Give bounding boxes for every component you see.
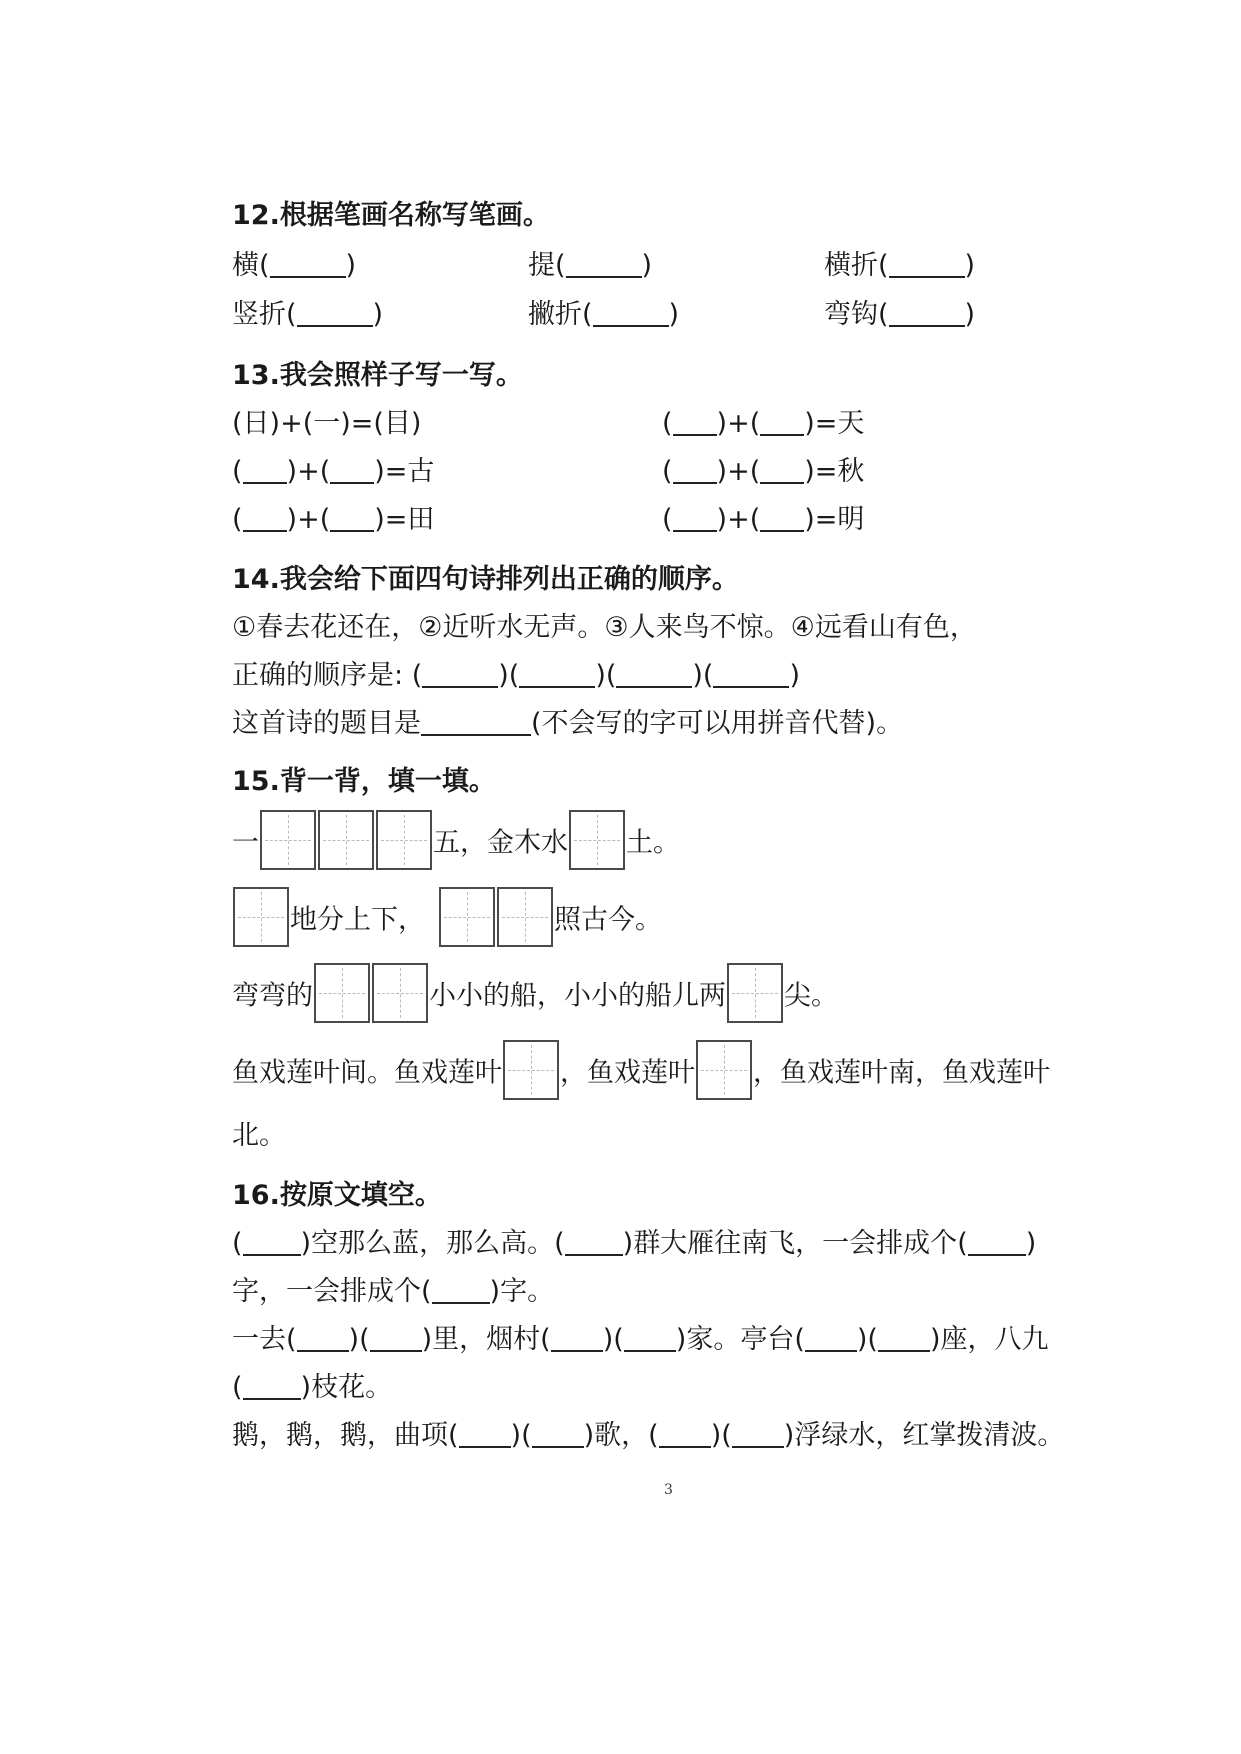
equation: ( )+( )=田 — [232, 504, 435, 535]
answer-blank[interactable] — [760, 454, 804, 484]
answer-blank[interactable] — [432, 1274, 490, 1304]
char-grid-box[interactable] — [376, 810, 432, 870]
char-grid-box[interactable] — [569, 810, 625, 870]
stroke-item: 提( ) — [528, 250, 653, 281]
page-number: 3 — [664, 1482, 673, 1498]
answer-blank[interactable] — [673, 454, 717, 484]
answer-blank[interactable] — [566, 248, 642, 278]
char-grid-box[interactable] — [233, 887, 289, 947]
q14-poem-lines: ①春去花还在，②近听水无声。③人来鸟不惊。④远看山有色， — [232, 612, 977, 643]
answer-blank[interactable] — [616, 658, 692, 688]
answer-blank[interactable] — [243, 1370, 301, 1400]
q15-line-5: 北。 — [232, 1120, 286, 1151]
q16-sentence-1: ( )空那么蓝，那么高。( )群大雁往南飞，一会排成个( ) — [232, 1228, 1037, 1259]
char-grid-box[interactable] — [318, 810, 374, 870]
char-grid-box[interactable] — [260, 810, 316, 870]
char-grid-box[interactable] — [439, 887, 495, 947]
answer-blank[interactable] — [243, 454, 287, 484]
answer-blank[interactable] — [519, 658, 595, 688]
stroke-item: 竖折( ) — [232, 299, 384, 330]
q13-heading: 13.我会照样子写一写。 — [232, 360, 523, 391]
answer-blank[interactable] — [330, 454, 374, 484]
answer-blank[interactable] — [532, 1418, 584, 1448]
answer-blank[interactable] — [878, 1322, 930, 1352]
q16-sentence-3: 一去( )( )里，烟村( )( )家。亭台( )( )座，八九 — [232, 1324, 1049, 1355]
q15-line-2: 地分上下， 照古今。 — [232, 887, 662, 947]
q15-line-1: 一 五，金木水 土。 — [232, 810, 680, 870]
answer-blank[interactable] — [593, 297, 669, 327]
answer-blank[interactable] — [243, 1226, 301, 1256]
equation: ( )+( )=明 — [662, 504, 865, 535]
answer-blank[interactable] — [297, 297, 373, 327]
q12-heading: 12.根据笔画名称写笔画。 — [232, 200, 550, 231]
stroke-item: 横折( ) — [824, 250, 976, 281]
stroke-item: 横( ) — [232, 250, 357, 281]
example-equation: (日)+(一)=(目) — [232, 408, 422, 439]
char-grid-box[interactable] — [497, 887, 553, 947]
answer-blank[interactable] — [673, 406, 717, 436]
answer-blank[interactable] — [713, 658, 789, 688]
char-grid-box[interactable] — [727, 963, 783, 1023]
answer-blank[interactable] — [968, 1226, 1026, 1256]
answer-blank[interactable] — [624, 1322, 676, 1352]
equation: ( )+( )=秋 — [662, 456, 865, 487]
char-grid-box[interactable] — [696, 1040, 752, 1100]
answer-blank[interactable] — [889, 297, 965, 327]
stroke-item: 撇折( ) — [528, 299, 680, 330]
q16-sentence-2: 字，一会排成个( )字。 — [232, 1276, 555, 1307]
q16-heading: 16.按原文填空。 — [232, 1180, 442, 1211]
answer-blank[interactable] — [297, 1322, 349, 1352]
answer-blank[interactable] — [421, 706, 531, 736]
answer-blank[interactable] — [805, 1322, 857, 1352]
answer-blank[interactable] — [659, 1418, 711, 1448]
stroke-item: 弯钩( ) — [824, 299, 976, 330]
equation: ( )+( )=古 — [232, 456, 435, 487]
q16-sentence-5: 鹅，鹅，鹅，曲项( )( )歌，( )( )浮绿水，红掌拨清波。 — [232, 1420, 1065, 1451]
answer-blank[interactable] — [760, 406, 804, 436]
answer-blank[interactable] — [422, 658, 498, 688]
equation: ( )+( )=天 — [662, 408, 865, 439]
q15-line-3: 弯弯的 小小的船，小小的船儿两 尖。 — [232, 963, 838, 1023]
char-grid-box[interactable] — [372, 963, 428, 1023]
q14-title-row: 这首诗的题目是 (不会写的字可以用拼音代替)。 — [232, 708, 904, 739]
q14-heading: 14.我会给下面四句诗排列出正确的顺序。 — [232, 564, 739, 595]
char-grid-box[interactable] — [314, 963, 370, 1023]
answer-blank[interactable] — [370, 1322, 422, 1352]
q14-order-row: 正确的顺序是: ( )( )( )( ) — [232, 660, 801, 691]
char-grid-box[interactable] — [503, 1040, 559, 1100]
answer-blank[interactable] — [551, 1322, 603, 1352]
answer-blank[interactable] — [459, 1418, 511, 1448]
answer-blank[interactable] — [732, 1418, 784, 1448]
q15-line-4: 鱼戏莲叶间。鱼戏莲叶 ，鱼戏莲叶 ，鱼戏莲叶南，鱼戏莲叶 — [232, 1040, 1050, 1100]
q16-sentence-4: ( )枝花。 — [232, 1372, 393, 1403]
answer-blank[interactable] — [673, 502, 717, 532]
answer-blank[interactable] — [889, 248, 965, 278]
answer-blank[interactable] — [270, 248, 346, 278]
answer-blank[interactable] — [243, 502, 287, 532]
answer-blank[interactable] — [330, 502, 374, 532]
answer-blank[interactable] — [760, 502, 804, 532]
answer-blank[interactable] — [565, 1226, 623, 1256]
q15-heading: 15.背一背，填一填。 — [232, 766, 496, 797]
